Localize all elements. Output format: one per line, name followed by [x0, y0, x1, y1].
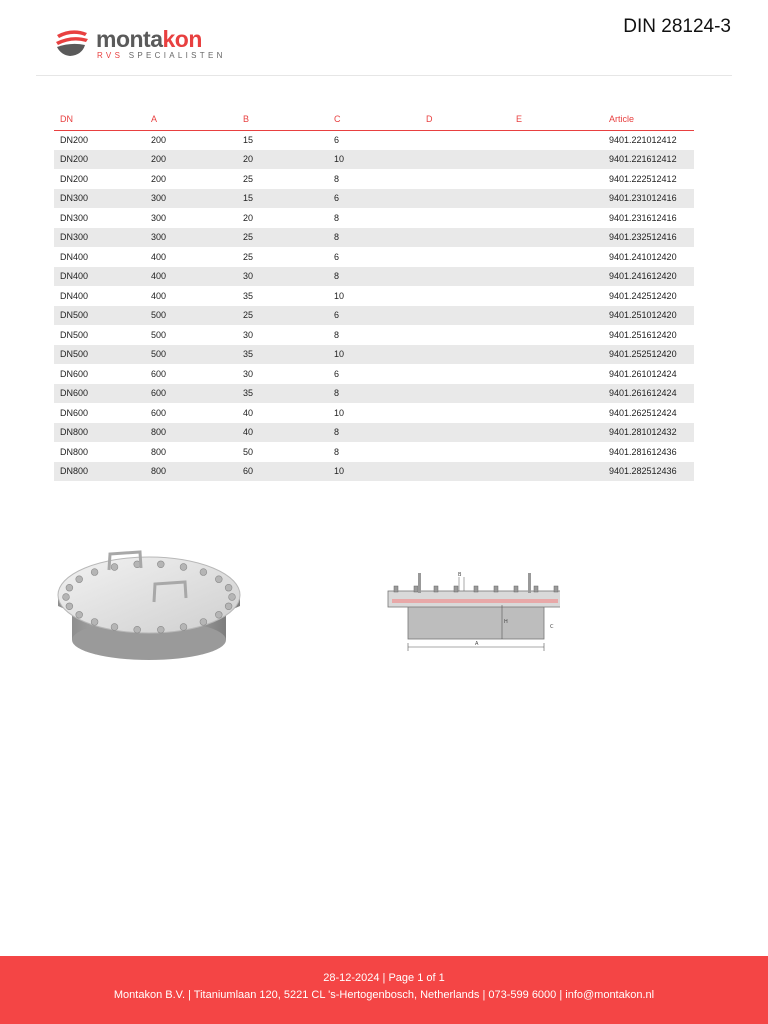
- header-b: B: [237, 110, 328, 130]
- cell-b: 35: [237, 345, 328, 365]
- cell-d: [420, 462, 510, 482]
- cell-b: 15: [243, 135, 254, 145]
- cell-b: 50: [243, 446, 254, 457]
- table-row: [54, 423, 694, 443]
- cell-a: 300: [151, 212, 167, 223]
- cell-d: [420, 325, 510, 345]
- table-header-row: [54, 110, 694, 130]
- bolt-icon: [394, 586, 398, 592]
- spec-table: [54, 110, 694, 481]
- cell-c: 6: [334, 135, 340, 145]
- cell-c: 8: [328, 228, 420, 248]
- cell-d: [420, 267, 510, 287]
- cell-e: [510, 403, 603, 423]
- table-row: [54, 442, 694, 462]
- bolt-icon: [414, 586, 418, 592]
- bolt-icon: [66, 603, 73, 610]
- table-body: [54, 130, 694, 481]
- cell-e: [510, 306, 603, 326]
- bolt-icon: [434, 586, 438, 592]
- cell-e: [510, 150, 603, 170]
- cell-dn: DN200: [54, 150, 145, 170]
- cell-dn: DN500: [60, 329, 89, 340]
- cell-c: 8: [334, 212, 340, 223]
- bolt-icon: [66, 584, 73, 591]
- cell-b: 20: [243, 212, 254, 223]
- cell-a: 500: [151, 329, 167, 340]
- table-row: [54, 130, 694, 150]
- cell-dn: DN500: [54, 345, 145, 365]
- cell-article: 9401.221612412: [603, 150, 694, 170]
- bolt-icon: [229, 594, 236, 601]
- cell-c: 8: [328, 423, 420, 443]
- table-row: [54, 345, 694, 365]
- cell-dn: DN400: [60, 290, 89, 301]
- table-row: [54, 228, 694, 248]
- bolt-icon: [111, 624, 118, 631]
- cell-dn: DN800: [60, 446, 89, 457]
- dimension-label-b: B: [458, 572, 462, 578]
- cell-c: 10: [334, 407, 345, 418]
- cell-d: [420, 286, 510, 306]
- logo-wordmark: montakon: [96, 26, 202, 52]
- cell-c: 10: [328, 345, 420, 365]
- cell-c: 6: [328, 306, 420, 326]
- cell-d: [420, 130, 510, 150]
- table-row: [54, 169, 694, 189]
- bolt-icon: [225, 603, 232, 610]
- cell-e: [510, 228, 603, 248]
- cell-dn: DN300: [60, 212, 89, 223]
- cell-d: [420, 364, 510, 384]
- bolt-icon: [534, 586, 538, 592]
- cell-b: 25: [243, 251, 254, 262]
- cell-article: 9401.261612424: [603, 384, 694, 404]
- table-row: [54, 286, 694, 306]
- cell-c: 8: [328, 267, 420, 287]
- dimension-label-a: A: [475, 641, 479, 647]
- cell-e: [510, 169, 603, 189]
- header-dn: DN: [54, 110, 145, 130]
- cell-c: 10: [334, 290, 345, 301]
- cell-a: 200: [151, 173, 167, 184]
- cell-e: [510, 345, 603, 365]
- cell-d: [420, 208, 510, 228]
- cell-a: 600: [151, 407, 167, 418]
- cell-a: 400: [151, 251, 167, 262]
- brand-logo: [54, 26, 254, 60]
- table-row: [54, 247, 694, 267]
- cell-e: [510, 130, 603, 150]
- cell-a: 300: [145, 189, 237, 209]
- cell-d: [420, 228, 510, 248]
- table-row: [54, 462, 694, 482]
- cell-a: 800: [145, 423, 237, 443]
- table-row: [54, 325, 694, 345]
- cell-d: [420, 169, 510, 189]
- dimension-label-h: H: [504, 619, 508, 625]
- footer-date-page: 28-12-2024 | Page 1 of 1: [323, 972, 445, 984]
- cell-article: 9401.231612416: [609, 212, 677, 223]
- bolt-icon: [215, 576, 222, 583]
- cell-dn: DN300: [54, 228, 145, 248]
- bolt-icon: [494, 586, 498, 592]
- cell-a: 400: [145, 267, 237, 287]
- manhole-cover-photo: [54, 540, 244, 670]
- bolt-icon: [76, 576, 83, 583]
- bolt-icon: [200, 619, 207, 626]
- cell-d: [420, 403, 510, 423]
- cell-b: 30: [237, 267, 328, 287]
- cell-e: [510, 423, 603, 443]
- logo-tagline: RVS SPECIALISTEN: [97, 51, 226, 60]
- cell-dn: DN400: [54, 267, 145, 287]
- bolt-icon: [474, 586, 478, 592]
- cell-dn: DN400: [60, 251, 89, 262]
- cell-dn: DN600: [60, 407, 89, 418]
- cell-dn: DN500: [54, 306, 145, 326]
- cell-b: 25: [237, 228, 328, 248]
- cell-article: 9401.231012416: [603, 189, 694, 209]
- bolt-icon: [514, 586, 518, 592]
- table-row: [54, 208, 694, 228]
- cell-dn: DN200: [60, 135, 89, 145]
- cell-a: 600: [151, 368, 167, 379]
- cell-d: [420, 306, 510, 326]
- cell-e: [510, 442, 603, 462]
- bolt-icon: [63, 594, 70, 601]
- cell-c: 10: [328, 150, 420, 170]
- cell-article: 9401.281612436: [609, 446, 677, 457]
- dimension-label-c: C: [550, 624, 554, 630]
- bolt-icon: [554, 586, 558, 592]
- cell-a: 800: [145, 462, 237, 482]
- bolt-icon: [200, 569, 207, 576]
- cell-b: 25: [243, 173, 254, 184]
- bolt-icon: [76, 611, 83, 618]
- cell-d: [420, 384, 510, 404]
- document-title: DIN 28124-3: [623, 16, 731, 37]
- cell-c: 6: [328, 189, 420, 209]
- cell-e: [510, 247, 603, 267]
- bolt-icon: [111, 564, 118, 571]
- header-d: D: [420, 110, 510, 130]
- table-row: [54, 364, 694, 384]
- cell-b: 40: [237, 423, 328, 443]
- cell-e: [510, 325, 603, 345]
- cell-a: 600: [145, 384, 237, 404]
- cell-d: [420, 423, 510, 443]
- cell-e: [510, 267, 603, 287]
- cell-article: 9401.221012412: [609, 135, 677, 145]
- cell-e: [510, 364, 603, 384]
- cell-article: 9401.252512420: [603, 345, 694, 365]
- cell-c: 6: [334, 251, 340, 262]
- technical-drawing: [380, 565, 560, 655]
- cell-d: [420, 345, 510, 365]
- cell-e: [510, 462, 603, 482]
- cell-e: [510, 286, 603, 306]
- cell-a: 500: [145, 306, 237, 326]
- bolt-icon: [91, 619, 98, 626]
- logo-mark-icon: [54, 28, 90, 58]
- bolt-icon: [157, 626, 164, 633]
- cell-b: 30: [243, 329, 254, 340]
- cell-e: [510, 189, 603, 209]
- cell-d: [420, 442, 510, 462]
- cell-dn: DN600: [60, 368, 89, 379]
- cell-d: [420, 150, 510, 170]
- header-c: C: [328, 110, 420, 130]
- cell-b: 35: [237, 384, 328, 404]
- header-a: A: [145, 110, 237, 130]
- header-article: Article: [603, 110, 694, 130]
- cell-e: [510, 384, 603, 404]
- cell-b: 30: [243, 368, 254, 379]
- cell-c: 8: [334, 173, 340, 184]
- cell-article: 9401.241012420: [609, 251, 677, 262]
- bolt-icon: [180, 624, 187, 631]
- cell-article: 9401.222512412: [609, 173, 677, 184]
- cell-a: 300: [145, 228, 237, 248]
- table-row: [54, 150, 694, 170]
- table-row: [54, 384, 694, 404]
- cell-article: 9401.281012432: [603, 423, 694, 443]
- bolt-icon: [180, 564, 187, 571]
- cell-article: 9401.242512420: [609, 290, 677, 301]
- cell-a: 500: [145, 345, 237, 365]
- cell-c: 10: [328, 462, 420, 482]
- cell-b: 40: [243, 407, 254, 418]
- cell-d: [420, 189, 510, 209]
- cell-b: 35: [243, 290, 254, 301]
- cell-c: 6: [334, 368, 340, 379]
- page-footer: [0, 956, 768, 1024]
- cell-c: 8: [334, 446, 340, 457]
- bolt-icon: [454, 586, 458, 592]
- cell-dn: DN300: [54, 189, 145, 209]
- cell-dn: DN800: [54, 462, 145, 482]
- table-row: [54, 403, 694, 423]
- cell-c: 8: [328, 384, 420, 404]
- header-e: E: [510, 110, 603, 130]
- cell-article: 9401.251612420: [609, 329, 677, 340]
- footer-contact: Montakon B.V. | Titaniumlaan 120, 5221 CL 's-Hertogenbosch, Netherlands | 073-599 6000 | info@montakon.nl: [113, 989, 655, 1001]
- cell-article: 9401.241612420: [603, 267, 694, 287]
- table-row: [54, 306, 694, 326]
- table-row: [54, 267, 694, 287]
- cell-b: 60: [237, 462, 328, 482]
- cell-a: 200: [145, 150, 237, 170]
- cell-a: 800: [151, 446, 167, 457]
- cell-d: [420, 247, 510, 267]
- bolt-icon: [215, 611, 222, 618]
- bolt-icon: [134, 626, 141, 633]
- bolt-icon: [225, 584, 232, 591]
- cell-dn: DN600: [54, 384, 145, 404]
- cell-e: [510, 208, 603, 228]
- cell-article: 9401.262512424: [609, 407, 677, 418]
- cell-article: 9401.282512436: [603, 462, 694, 482]
- cell-dn: DN800: [54, 423, 145, 443]
- bolt-icon: [157, 561, 164, 568]
- header-divider: [36, 75, 732, 76]
- bolt-icon: [91, 569, 98, 576]
- cell-article: 9401.251012420: [603, 306, 694, 326]
- cell-article: 9401.232512416: [603, 228, 694, 248]
- cell-b: 20: [237, 150, 328, 170]
- cell-dn: DN200: [60, 173, 89, 184]
- table-row: [54, 189, 694, 209]
- cell-a: 200: [151, 135, 167, 145]
- cell-a: 400: [151, 290, 167, 301]
- cell-c: 8: [334, 329, 340, 340]
- cell-article: 9401.261012424: [609, 368, 677, 379]
- cell-b: 15: [237, 189, 328, 209]
- cell-b: 25: [237, 306, 328, 326]
